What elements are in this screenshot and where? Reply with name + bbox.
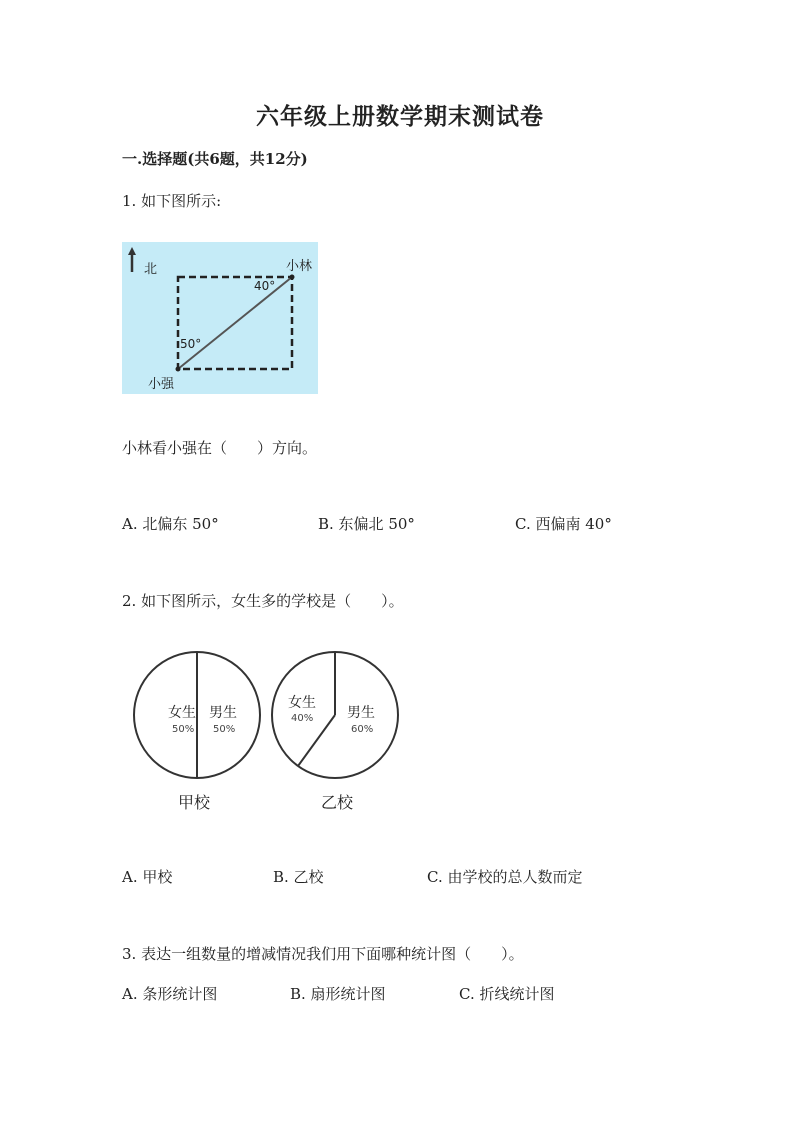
q1-option-a[interactable]: A. 北偏东 50°: [122, 515, 219, 533]
question-2-stem: 2. 如下图所示，女生多的学校是（ ）。: [122, 592, 404, 610]
section-heading: 一.选择题(共6题，共12分): [122, 150, 308, 168]
yi-boy-pct: 60%: [351, 724, 374, 735]
xiaolin-point: [290, 275, 295, 280]
angle-50-label: 50°: [180, 337, 202, 351]
direction-figure: [122, 242, 318, 394]
direction-diagram: [122, 242, 318, 394]
jia-boy-pct: 50%: [213, 724, 236, 735]
north-label: 北: [144, 262, 158, 277]
question-1-stem: 1. 如下图所示:: [122, 192, 222, 210]
q3-option-a[interactable]: A. 条形统计图: [122, 985, 218, 1003]
q2-option-a[interactable]: A. 甲校: [122, 868, 173, 886]
xiaoqiang-point: [176, 367, 181, 372]
yi-boy-label: 男生: [347, 705, 375, 721]
question-3-stem: 3. 表达一组数量的增减情况我们用下面哪种统计图（ ）。: [122, 945, 524, 963]
page-title: 六年级上册数学期末测试卷: [256, 103, 544, 130]
jia-girl-pct: 50%: [172, 724, 195, 735]
angle-40-label: 40°: [254, 279, 276, 293]
q2-option-c[interactable]: C. 由学校的总人数而定: [427, 868, 583, 886]
xiaolin-label: 小林: [286, 259, 313, 274]
q3-option-c[interactable]: C. 折线统计图: [459, 985, 555, 1003]
q1-option-b[interactable]: B. 东偏北 50°: [318, 515, 415, 533]
yi-girl-label: 女生: [288, 695, 316, 711]
q1-option-c[interactable]: C. 西偏南 40°: [515, 515, 612, 533]
q2-option-b[interactable]: B. 乙校: [273, 868, 324, 886]
jia-boy-label: 男生: [209, 705, 237, 721]
yi-school-label: 乙校: [321, 793, 354, 812]
school-pie-charts: [128, 645, 418, 820]
pie-figure: [128, 645, 418, 820]
jia-girl-label: 女生: [168, 705, 196, 721]
xiaoqiang-label: 小强: [148, 377, 175, 392]
question-1-prompt: 小林看小强在（ ）方向。: [122, 439, 318, 457]
yi-girl-pct: 40%: [291, 713, 314, 724]
jia-school-label: 甲校: [178, 793, 211, 812]
q3-option-b[interactable]: B. 扇形统计图: [290, 985, 386, 1003]
